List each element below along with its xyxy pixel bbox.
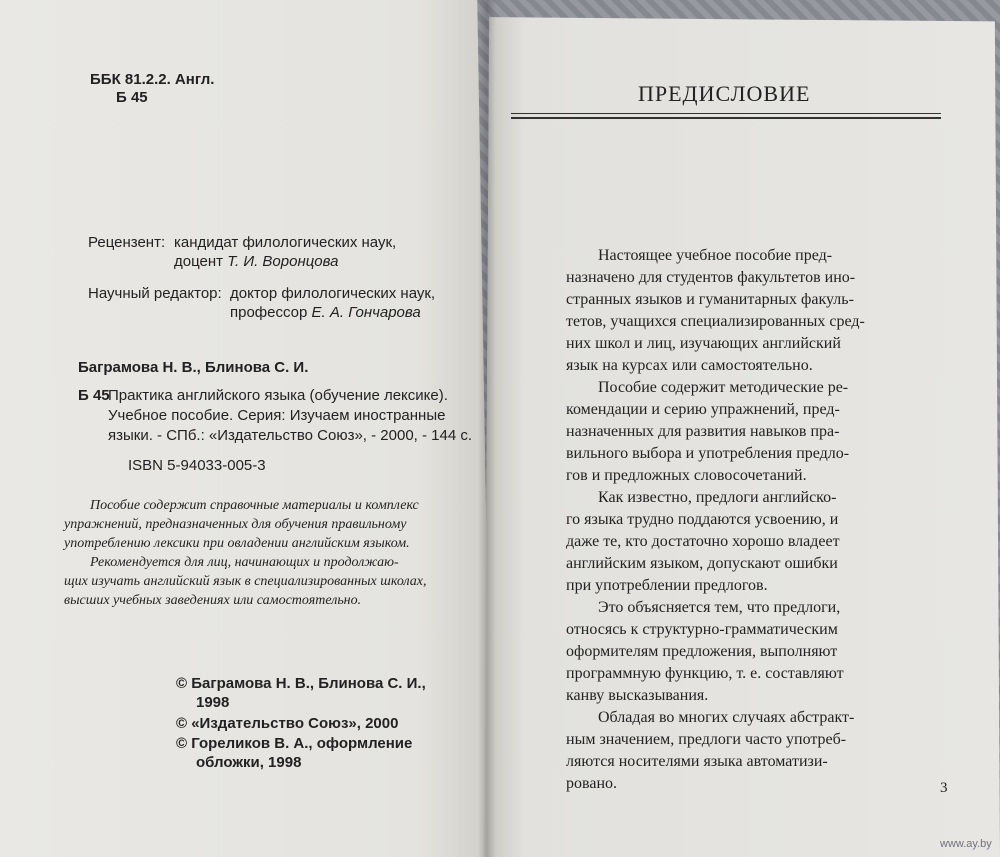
preface-line-10: вильного выбора и употребления предло-	[566, 445, 850, 462]
preface-line-6: язык на курсах или самостоятельно.	[566, 357, 813, 374]
reviewer-line2: доцент Т. И. Воронцова	[174, 253, 339, 270]
editor-line2: профессор Е. А. Гончарова	[230, 304, 421, 321]
preface-line-2: назначено для студентов факультетов ино-	[566, 269, 856, 286]
heading-rule-bottom	[511, 117, 941, 119]
preface-line-11: гов и предложных словосочетаний.	[566, 467, 807, 484]
annotation-line-1: Пособие содержит справочные материалы и комплекс	[90, 498, 419, 513]
b45-code: Б 45	[78, 387, 110, 404]
preface-line-15: английским языком, допускают ошибки	[566, 555, 838, 572]
book-line-2: Учебное пособие. Серия: Изучаем иностранные	[108, 407, 446, 424]
book-line-3: языки. - СПб.: «Издательство Союз», - 2000, - 144 с.	[108, 427, 473, 444]
copyright-line-4: © Гореликов В. А., оформление	[176, 735, 413, 752]
copyright-line-5: обложки, 1998	[196, 754, 302, 771]
annotation-line-4: Рекомендуется для лиц, начинающих и продолжаю-	[90, 555, 399, 570]
copyright-line-3: © «Издательство Союз», 2000	[176, 715, 399, 732]
preface-line-21: канву высказывания.	[566, 687, 709, 704]
preface-line-20: программную функцию, т. е. составляют	[566, 665, 844, 682]
authors: Баграмова Н. В., Блинова С. И.	[78, 359, 309, 376]
preface-line-23: ным значением, предлоги часто употреб-	[566, 731, 847, 748]
preface-line-22: Обладая во многих случаях абстракт-	[598, 709, 855, 726]
preface-line-14: даже те, кто достаточно хорошо владеет	[566, 533, 840, 550]
heading-rule-top	[511, 113, 941, 114]
annotation-line-5: щих изучать английский язык в специализированных школах,	[64, 574, 427, 589]
preface-line-24: ляются носителями языка автоматизи-	[566, 753, 828, 770]
preface-line-5: них школ и лиц, изучающих английский	[566, 335, 841, 352]
preface-heading: ПРЕДИСЛОВИЕ	[638, 81, 811, 106]
preface-line-9: назначенных для развития навыков пра-	[566, 423, 840, 440]
editor-label: Научный редактор:	[88, 285, 222, 302]
page-number: 3	[940, 780, 948, 796]
preface-line-7: Пособие содержит методические ре-	[598, 379, 849, 396]
watermark: www.ay.by	[940, 838, 992, 850]
preface-line-13: го языка трудно поддаются усвоению, и	[566, 511, 839, 528]
book-gutter-shadow	[478, 0, 496, 857]
annotation-line-2: упражнений, предназначенных для обучения правильному	[64, 517, 407, 532]
bbk-code: ББК 81.2.2. Англ.	[90, 71, 215, 88]
annotation-line-6: высших учебных заведениях или самостоятельно.	[64, 593, 362, 608]
preface-line-8: комендации и серию упражнений, пред-	[566, 401, 840, 418]
annotation-line-3: употреблению лексики при овладении английским языком.	[64, 536, 410, 551]
reviewer-line1: кандидат филологических наук,	[174, 234, 397, 251]
b45-top: Б 45	[116, 89, 148, 106]
preface-line-4: тетов, учащихся специализированных сред-	[566, 313, 865, 330]
isbn: ISBN 5-94033-005-3	[128, 457, 266, 474]
preface-line-1: Настоящее учебное пособие пред-	[598, 247, 833, 264]
preface-line-12: Как известно, предлоги английско-	[598, 489, 837, 506]
copyright-line-1: © Баграмова Н. В., Блинова С. И.,	[176, 675, 426, 692]
reviewer-name: Т. И. Воронцова	[227, 253, 339, 270]
editor-line1: доктор филологических наук,	[230, 285, 436, 302]
book-line-1: Практика английского языка (обучение лексике).	[108, 387, 448, 404]
copyright-line-2: 1998	[196, 694, 230, 711]
editor-name: Е. А. Гончарова	[311, 304, 421, 321]
preface-line-18: относясь к структурно-грамматическим	[566, 621, 838, 638]
preface-line-16: при употреблении предлогов.	[566, 577, 768, 594]
reviewer-label: Рецензент:	[88, 234, 166, 251]
preface-line-17: Это объясняется тем, что предлоги,	[598, 599, 841, 616]
preface-line-19: оформителям предложения, выполняют	[566, 643, 838, 660]
preface-line-3: странных языков и гуманитарных факуль-	[566, 291, 854, 308]
preface-line-25: ровано.	[566, 775, 618, 792]
